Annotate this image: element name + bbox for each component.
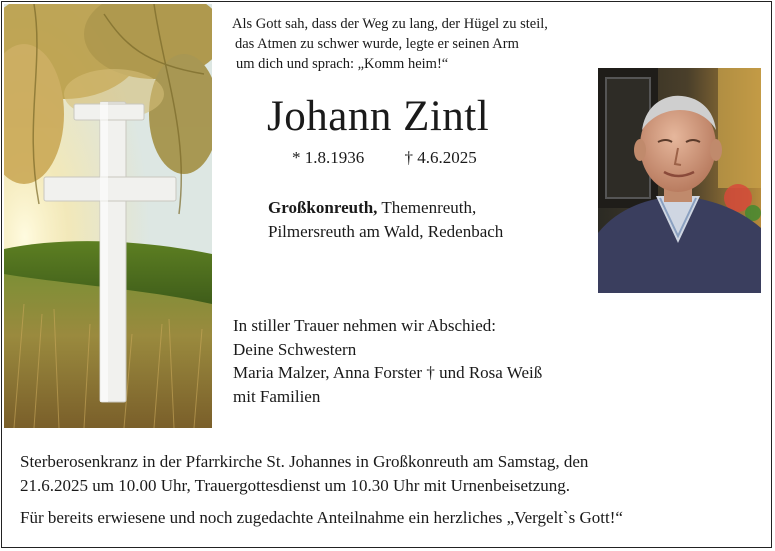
places xyxy=(268,196,503,244)
funeral-notice xyxy=(20,450,760,498)
notice-line: 21.6.2025 um 10.00 Uhr, Trauergottesdienst um 10.30 Uhr mit Urnenbeisetzung. xyxy=(20,476,571,495)
quote-line: das Atmen zu schwer wurde, legte er seinen Arm xyxy=(235,36,519,52)
portrait-illustration xyxy=(598,68,761,293)
places-line-1 xyxy=(268,196,503,220)
place-main: Großkonreuth, xyxy=(268,198,378,217)
mourners xyxy=(233,314,542,408)
quote-line: um dich und sprach: „Komm heim!“ xyxy=(236,56,449,72)
life-dates xyxy=(292,148,477,168)
mourners-line: Maria Malzer, Anna Forster † und Rosa Weiß xyxy=(233,363,543,382)
birth-date: * 1.8.1936 xyxy=(292,148,365,167)
deceased-name: Johann Zintl xyxy=(267,93,490,140)
cross-photo xyxy=(4,4,212,428)
portrait-photo xyxy=(598,68,761,293)
notice-line: Sterberosenkranz in der Pfarrkirche St. Johannes in Großkonreuth am Samstag, den xyxy=(20,452,589,471)
mourners-line: mit Familien xyxy=(233,386,321,406)
places-line-2: Pilmersreuth am Wald, Redenbach xyxy=(268,222,504,241)
thanks-line: Für bereits erwiesene und noch zugedachte Anteilnahme ein herzliches „Vergelt`s Gott!“ xyxy=(20,508,623,527)
mourners-line: In stiller Trauer nehmen wir Abschied: xyxy=(233,316,496,335)
obituary-card xyxy=(1,1,772,548)
quote xyxy=(232,14,612,74)
mourners-line: Deine Schwestern xyxy=(233,339,357,359)
death-date: † 4.6.2025 xyxy=(404,148,477,167)
quote-line: Als Gott sah, dass der Weg zu lang, der Hügel zu steil, xyxy=(232,16,548,32)
place-rest: Themenreuth, xyxy=(377,198,477,217)
cross-illustration xyxy=(4,4,212,428)
